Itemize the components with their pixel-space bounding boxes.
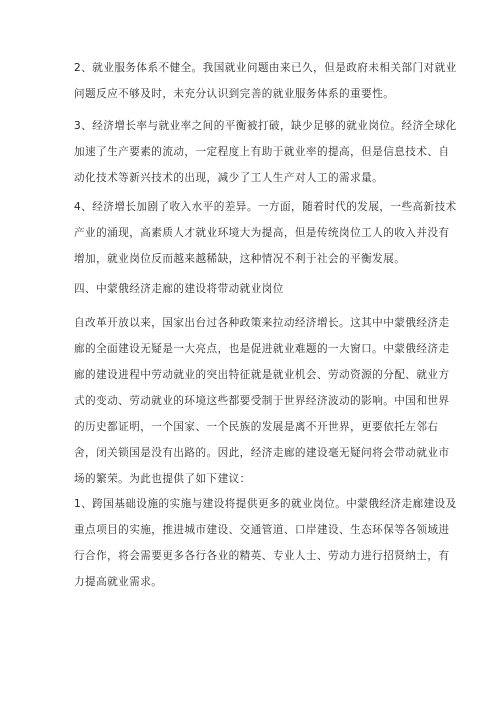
text-line: 加速了生产要素的流动，一定程度上有助于就业率的提高，但是信息技术、自 xyxy=(74,146,450,158)
paragraph-infrastructure xyxy=(74,491,457,595)
text-line: 自改革开放以来，国家出台过各种政策来拉动经济增长。这其中中蒙俄经济走 xyxy=(74,317,450,329)
text-line: 4、经济增长加剧了收入水平的差异。一方面，随着时代的发展，一些高新技术 xyxy=(74,201,457,213)
text-line: 力提高就业需求。 xyxy=(74,576,163,588)
section-heading-text: 四、中蒙俄经济走廊的建设将带动就业岗位 xyxy=(74,283,284,295)
section-heading xyxy=(74,276,444,302)
text-line: 廊的建设进程中劳动就业的突出特征就是就业机会、劳动资源的分配、就业方 xyxy=(74,369,450,381)
text-line: 场的繁荣。为此也提供了如下建议： xyxy=(74,473,251,485)
paragraph-income-gap xyxy=(74,194,457,272)
text-line: 1、跨国基础设施的实施与建设将提供更多的就业岗位。中蒙俄经济走廊建设及 xyxy=(74,498,457,510)
text-line: 增加，就业岗位反而越来越稀缺，这种情况不利于社会的平衡发展。 xyxy=(74,253,406,265)
text-line: 式的变动、劳动就业的环境这些都要受制于世界经济波动的影响。中国和世界 xyxy=(74,395,450,407)
text-line: 2、就业服务体系不健全。我国就业问题由来已久，但是政府未相关部门对就业 xyxy=(74,62,457,74)
text-line: 行合作，将会需要更多各行各业的精英、专业人士、劳动力进行招贤纳士，有 xyxy=(74,550,450,562)
paragraph-economic-corridor xyxy=(74,310,450,492)
text-line: 的历史都证明，一个国家、一个民族的发展是离不开世界，更要依托左邻右 xyxy=(74,421,439,433)
text-line: 重点项目的实施，推进城市建设、交通管道、口岸建设、生态环保等各领域进 xyxy=(74,524,450,536)
text-line: 动化技术等新兴技术的出现，减少了工人生产对人工的需求量。 xyxy=(74,172,384,184)
text-line: 廊的全面建设无疑是一大亮点，也是促进就业难题的一大窗口。中蒙俄经济走 xyxy=(74,343,450,355)
text-line: 问题反应不够及时，未充分认识到完善的就业服务体系的重要性。 xyxy=(74,88,395,100)
text-line: 舍，闭关锁国是没有出路的。因此，经济走廊的建设毫无疑问将会带动就业市 xyxy=(74,447,450,459)
text-line: 3、经济增长率与就业率之间的平衡被打破，缺少足够的就业岗位。经济全球化 xyxy=(74,120,457,132)
paragraph-growth-employment-balance xyxy=(74,113,457,191)
paragraph-employment-service xyxy=(74,55,457,107)
text-line: 产业的涌现，高素质人才就业环境大为提高，但是传统岗位工人的收入并没有 xyxy=(74,227,450,239)
